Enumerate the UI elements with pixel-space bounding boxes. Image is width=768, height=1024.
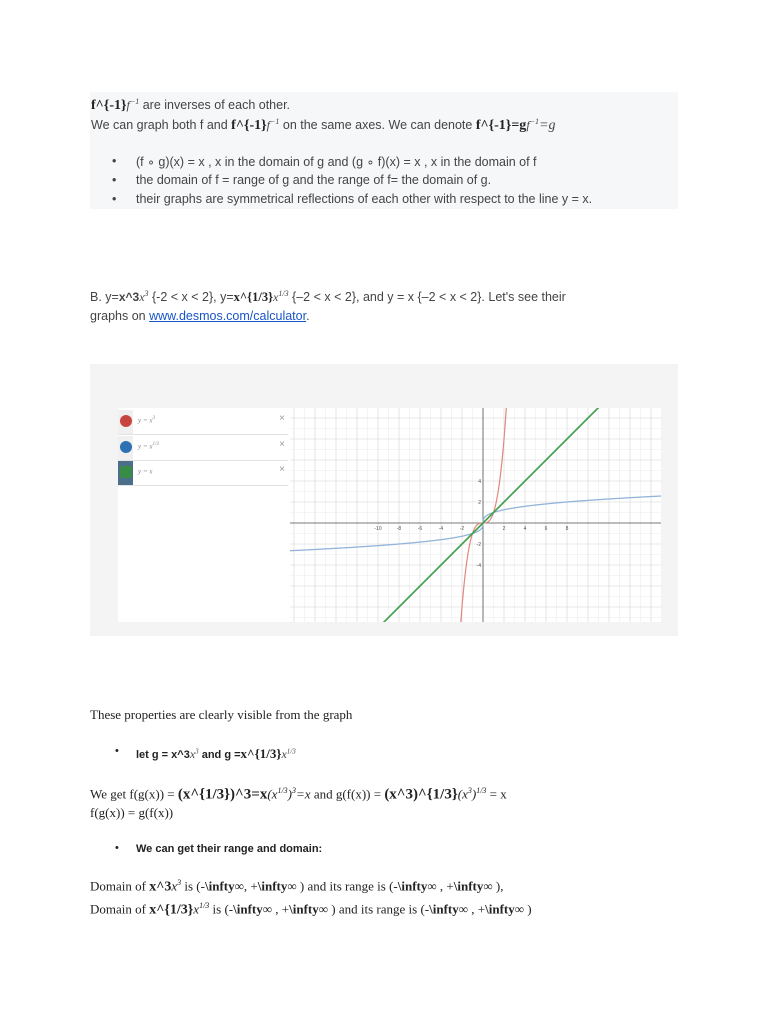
expression-row-identity[interactable]: y = x × <box>118 461 288 486</box>
x-tick-label: -8 <box>396 526 402 532</box>
intro-line-1: $f\^{}\{-1\}f^{-1}$ are inverses of each other. <box>91 97 291 114</box>
y-tick-label: 4 <box>478 479 481 485</box>
desmos-link[interactable]: www.desmos.com/calculator <box>149 309 307 323</box>
x-tick-label: -2 <box>459 526 465 532</box>
graph-canvas[interactable] <box>290 408 661 622</box>
y-tick-label: -4 <box>476 563 481 569</box>
range-domain-heading: We can get their range and domain: <box>136 843 323 855</box>
domain-cube-root-line: Domain of $x\^{}\{1/3\}x^{1/3}$ is (-\infty∞ , +\infty∞ ) and its range is (-\infty∞ , +\infty∞ ) <box>90 901 532 918</box>
x-tick-label: 6 <box>544 526 548 532</box>
x-tick-label: 2 <box>502 526 506 532</box>
expression-row-cube-root[interactable]: $y = x^{1/3}$ × <box>118 436 288 461</box>
domain-cubic-line: Domain of $x\^{}3x^3$ is (-\infty∞, +\infty∞ ) and its range is (-\infty∞ , +\infty∞ ), <box>90 878 504 895</box>
let-g-line: let $g = x\^{}3x^3$ and $g =x\^{}\{1/3\}x^{1/3}$ <box>136 746 296 761</box>
part-b-line-2: graphs on www.desmos.com/calculator. <box>90 309 310 323</box>
x-tick-label: -10 <box>374 526 382 532</box>
x-tick-label: 4 <box>523 526 527 532</box>
close-icon[interactable]: × <box>279 464 285 475</box>
y-tick-label: -2 <box>476 542 481 548</box>
close-icon[interactable]: × <box>279 413 285 424</box>
y-tick-label: 2 <box>478 500 481 506</box>
identity-color-icon[interactable] <box>120 466 132 478</box>
composition-equation: We get $f(g(x)) = (x\^{}\{1/3\})\^{}3=x(x^{1/3})^3=x$ and $g(f(x)) = (x\^{}3)\^{}\{1/3\}(x^3)^{1/3} = x$ <box>90 786 507 803</box>
x-tick-label: -6 <box>417 526 423 532</box>
close-icon[interactable]: × <box>279 439 285 450</box>
part-b-line-1: B. $y=x\^{}3x^3$ {-2 < x < 2}, $y=x\^{}\{1/3\}x^{1/3}$ {–2 < x < 2}, and y = x {–2 < x < 2}. Let's see their <box>90 289 566 305</box>
composition-equality: f(g(x)) = g(f(x)) <box>90 805 174 820</box>
cube-root-color-icon[interactable] <box>120 441 132 453</box>
properties-intro: These properties are clearly visible from the graph <box>90 707 353 722</box>
intro-line-2: We can graph both f and $f\^{}\{-1\}f^{-1}$ on the same axes. We can denote $f\^{}\{-1\}=gf^{-1}=g$ <box>91 117 556 134</box>
cubic-color-icon[interactable] <box>120 415 132 427</box>
x-tick-label: -4 <box>438 526 444 532</box>
expression-row-cubic[interactable]: $y = x^3$ × <box>118 410 288 435</box>
x-tick-label: 8 <box>565 526 569 532</box>
